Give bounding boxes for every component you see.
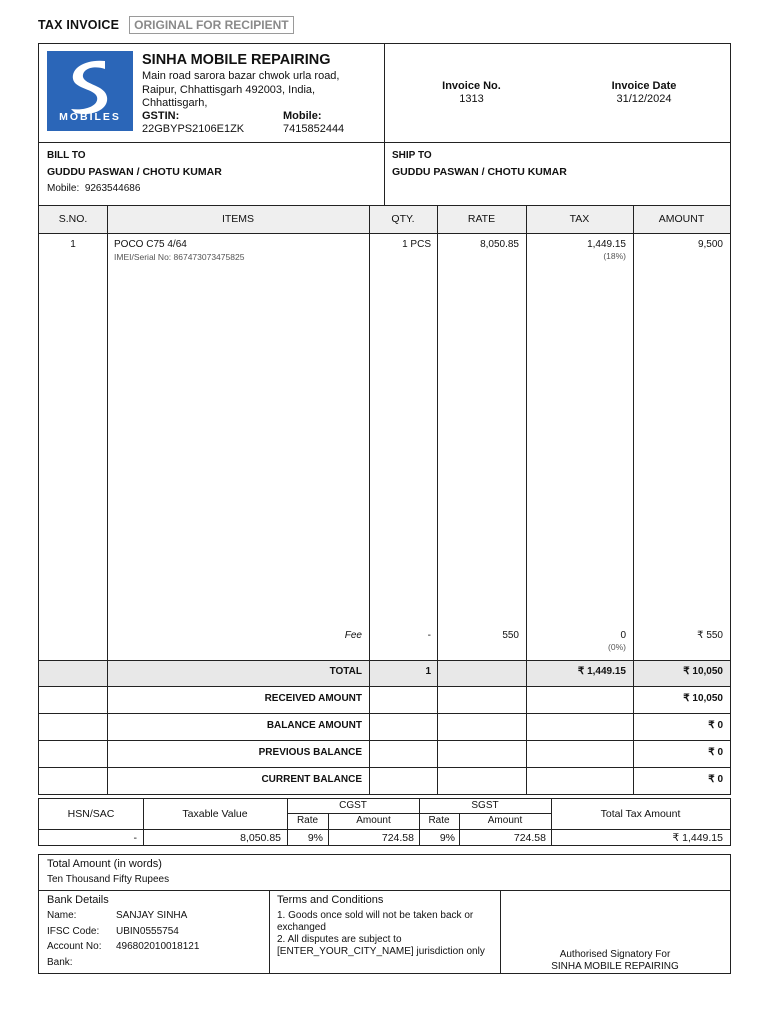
original-badge: ORIGINAL FOR RECIPIENT (129, 16, 293, 34)
terms-text (277, 910, 497, 958)
th-sgst: SGST (471, 800, 499, 811)
gstin-label: GSTIN: (142, 110, 180, 122)
mobile-label: Mobile: (283, 110, 322, 122)
row-line (39, 660, 730, 661)
logo-text: MOBILES (59, 111, 121, 123)
row-line (39, 740, 730, 741)
balance-label: BALANCE AMOUNT (266, 720, 362, 731)
th-cgst-rate: Rate (296, 815, 319, 826)
col-line (369, 660, 370, 794)
total-label: TOTAL (329, 666, 362, 677)
hsn-value: - (133, 832, 137, 844)
shop-logo (47, 51, 133, 131)
item-qty: 1 PCS (402, 239, 431, 250)
th-taxable: Taxable Value (182, 808, 248, 820)
total-amount: ₹ 10,050 (683, 666, 723, 677)
gstin-value: 22GBYPS2106E1ZK (142, 123, 245, 135)
current-balance-amount: ₹ 0 (708, 774, 723, 785)
bill-mobile-label: Mobile: (47, 183, 80, 194)
item-rate: 8,050.85 (480, 239, 519, 250)
terms-line: [ENTER_YOUR_CITY_NAME] jurisdiction only (277, 946, 485, 957)
th-sgst-rate: Rate (428, 815, 450, 826)
total-tax: ₹ 1,449.15 (577, 666, 626, 677)
th-tax: TAX (526, 206, 633, 233)
fee-qty: - (427, 630, 431, 641)
signatory-line2: SINHA MOBILE REPAIRING (551, 961, 679, 972)
ifsc-label: IFSC Code: (47, 926, 100, 937)
item-tax-pct: (18%) (603, 251, 626, 261)
cgst-rate: 9% (307, 832, 323, 844)
th-cgst-amount: Amount (356, 815, 391, 826)
bank-name-value: SANJAY SINHA (116, 910, 188, 921)
row-line (39, 829, 730, 830)
th-hsn: HSN/SAC (67, 808, 115, 820)
account-label: Account No: (47, 941, 102, 952)
bank-name-label: Name: (47, 910, 77, 921)
terms-line: 2. All disputes are subject to (277, 934, 402, 945)
bill-to-mobile (47, 183, 140, 194)
th-sno: S.NO. (39, 206, 107, 233)
invoice-no-value: 1313 (459, 93, 484, 105)
taxable-value: 8,050.85 (240, 832, 281, 844)
th-sgst-amount: Amount (487, 815, 523, 826)
bank-details-title: Bank Details (47, 894, 109, 906)
bill-to-name: GUDDU PASWAN / CHOTU KUMAR (47, 166, 222, 178)
row-line (39, 767, 730, 768)
balance-amount: ₹ 0 (708, 720, 723, 731)
total-tax-amount: ₹ 1,449.15 (672, 832, 723, 844)
account-value: 496802010018121 (116, 941, 200, 952)
items-table (38, 205, 731, 795)
amount-words-label: Total Amount (in words) (47, 858, 162, 870)
row-line (287, 813, 551, 814)
row-line (39, 713, 730, 714)
cgst-amount: 724.58 (381, 832, 414, 844)
th-items: ITEMS (107, 206, 369, 233)
sgst-rate: 9% (439, 832, 455, 844)
th-qty: QTY. (369, 206, 437, 233)
fee-amount: ₹ 550 (697, 630, 723, 641)
address-line: Raipur, Chhattisgarh 492003, India, (142, 83, 316, 96)
address-line: Chhattisgarh, (142, 97, 208, 109)
received-amount: ₹ 10,050 (683, 693, 723, 704)
divider (384, 143, 385, 205)
sgst-amount: 724.58 (513, 832, 546, 844)
invoice-footer (38, 854, 731, 974)
row-line (39, 233, 730, 234)
item-tax: 1,449.15 (587, 239, 626, 250)
th-rate: RATE (437, 206, 526, 233)
invoice-header (38, 43, 731, 143)
item-sno: 1 (70, 239, 76, 250)
item-amount: 9,500 (697, 239, 723, 250)
bill-to-label: BILL TO (47, 150, 86, 161)
shop-name: SINHA MOBILE REPAIRING (142, 52, 331, 68)
col-line (269, 890, 270, 973)
invoice-type-title: TAX INVOICE (38, 18, 120, 32)
ifsc-value: UBIN0555754 (116, 926, 179, 937)
item-name: POCO C75 4/64 (114, 239, 187, 250)
previous-balance-label: PREVIOUS BALANCE (258, 747, 362, 758)
bill-ship-section (38, 142, 731, 206)
th-total-tax: Total Tax Amount (600, 808, 681, 820)
bank-label: Bank: (47, 957, 73, 968)
col-line (526, 206, 527, 794)
fee-label: Fee (344, 630, 362, 641)
col-line (369, 206, 370, 660)
fee-tax-pct: (0%) (608, 642, 626, 652)
col-line (437, 206, 438, 794)
fee-tax: 0 (620, 630, 626, 641)
item-imei: IMEI/Serial No: 867473073475825 (114, 252, 245, 262)
divider (384, 44, 385, 142)
amount-words-value: Ten Thousand Fifty Rupees (47, 874, 170, 885)
row-line (39, 890, 730, 891)
total-qty: 1 (425, 666, 431, 677)
bill-mobile-value: 9263544686 (84, 183, 141, 194)
row-line (39, 686, 730, 687)
mobile-value: 7415852444 (283, 123, 345, 135)
signatory-line1: Authorised Signatory For (559, 949, 671, 960)
terms-line: 1. Goods once sold will not be taken back or (277, 910, 474, 921)
invoice-date-label: Invoice Date (611, 80, 677, 92)
tax-summary-table (38, 798, 731, 846)
current-balance-label: CURRENT BALANCE (261, 774, 362, 785)
received-label: RECEIVED AMOUNT (264, 693, 362, 704)
th-amount: AMOUNT (633, 206, 730, 233)
previous-balance-amount: ₹ 0 (708, 747, 723, 758)
ship-to-label: SHIP TO (392, 150, 432, 161)
invoice-no-label: Invoice No. (442, 80, 501, 92)
terms-title: Terms and Conditions (277, 894, 384, 906)
col-line (107, 206, 108, 794)
address-line: Main road sarora bazar chwok urla road, (142, 70, 340, 82)
ship-to-name: GUDDU PASWAN / CHOTU KUMAR (392, 166, 567, 178)
col-line (633, 206, 634, 794)
fee-rate: 550 (502, 630, 519, 641)
shop-address (142, 70, 372, 111)
th-cgst: CGST (339, 800, 367, 811)
invoice-date-value: 31/12/2024 (616, 93, 672, 105)
top-bar (38, 16, 294, 34)
terms-line: exchanged (277, 922, 326, 933)
